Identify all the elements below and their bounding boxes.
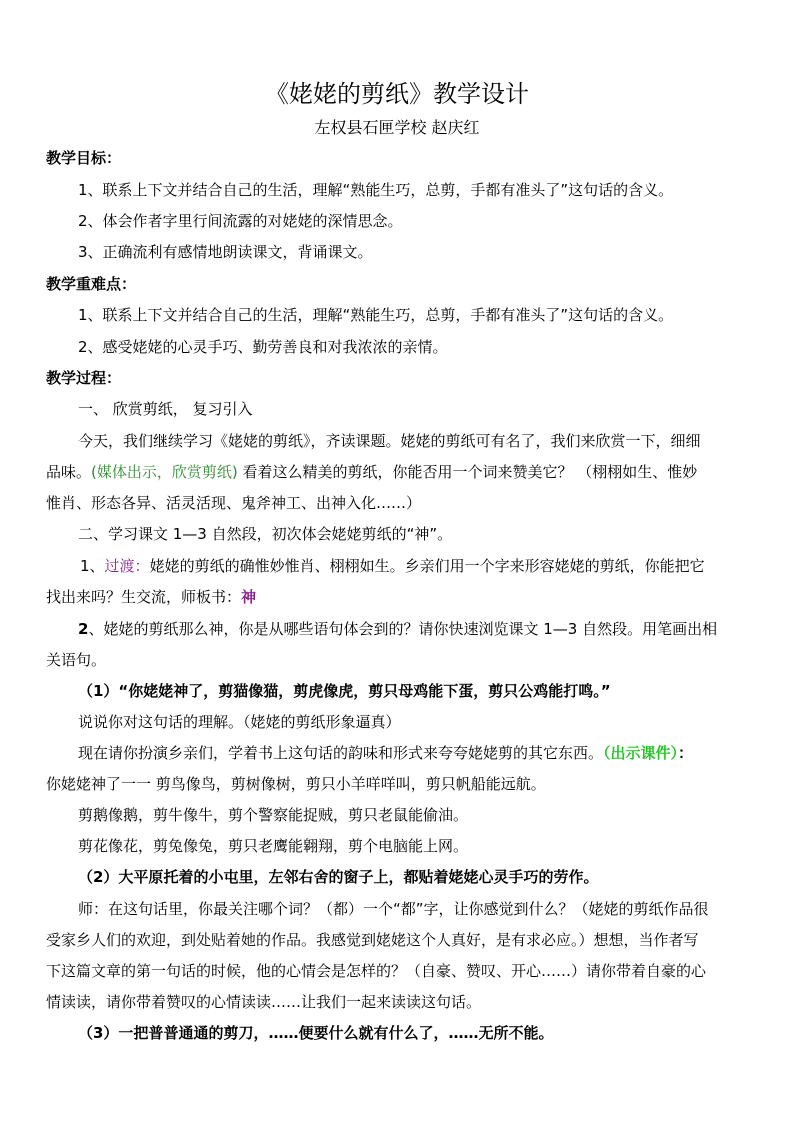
goal-item: 2、体会作者字里行间流露的对姥姥的深情思念。 [78, 212, 403, 230]
paragraph-line [80, 556, 705, 576]
goal-item: 3、正确流利有感情地朗读课文，背诵课文。 [78, 243, 373, 261]
paragraph-line: 受家乡人们的欢迎，到处贴着她的作品。我感觉到姥姥这个人真好，是有求必应。）想想，当作者写 [46, 931, 699, 949]
paragraph-line: 今天，我们继续学习《姥姥的剪纸》，齐读课题。姥姥的剪纸可有名了，我们来欣赏一下，细细 [78, 432, 701, 450]
paragraph-line [78, 743, 693, 763]
paragraph-line: 剪花像花，剪兔像兔，剪只老鹰能翱翔，剪个电脑能上网。 [78, 837, 469, 855]
paragraph-line [78, 619, 717, 639]
paragraph-text: 找出来吗？生交流，师板书： [46, 588, 242, 606]
board-word: 神 [241, 588, 257, 606]
media-note: (媒体出示，欣赏剪纸) [91, 463, 238, 481]
paragraph-line: 师：在这句话里，你最关注哪个词？（都）一个“都”字，让你感觉到什么？（姥姥的剪纸作品很 [78, 900, 709, 918]
paragraph-line [46, 462, 697, 482]
paragraph-text: 姥姥的剪纸的确惟妙惟肖、栩栩如生。乡亲们用一个字来形容姥姥的剪纸，你能把它 [149, 557, 705, 575]
key-point-item: 1、联系上下文并结合自己的生活，理解“熟能生巧，总剪，手都有准头了”这句话的含义。 [78, 306, 674, 324]
paragraph-text: 、姥姥的剪纸那么神，你是从哪些语句体会到的？请你快速浏览课文 1—3 自然段。用笔画出相 [88, 620, 718, 638]
paragraph-line: 剪鹅像鹅，剪牛像牛，剪个警察能捉贼，剪只老鼠能偷油。 [78, 806, 469, 824]
section-heading: 一、 欣赏剪纸， 复习引入 [78, 400, 253, 418]
item-number: 2 [78, 620, 89, 638]
paragraph-line: 说说你对这句话的理解。（姥姥的剪纸形象逼真） [78, 713, 401, 731]
process-heading: 教学过程： [46, 369, 122, 387]
paragraph-text: 现在请你扮演乡亲们，学着书上这句话的韵味和形式来夸夸姥姥剪的其它东西。 [78, 744, 604, 762]
document-title: 《姥姥的剪纸》教学设计 [265, 80, 529, 108]
courseware-note: （出示课件） [603, 744, 679, 762]
paragraph-line: 关语句。 [46, 651, 107, 669]
paragraph-line: 你姥姥神了一一 剪鸟像鸟，剪树像树，剪只小羊咩咩叫，剪只帆船能远航。 [46, 775, 546, 793]
paragraph-text: ： [678, 744, 694, 762]
key-points-heading: 教学重难点： [46, 275, 137, 293]
paragraph-line: 下这篇文章的第一句话的时候，他的心情会是怎样的？（自豪、赞叹、开心……）请你带着自豪的心 [46, 962, 707, 980]
paragraph-text: 看着这么精美的剪纸，你能否用一个词来赞美它？ （栩栩如生、惟妙 [237, 463, 698, 481]
paragraph-line: 惟肖、形态各异、活灵活现、鬼斧神工、出神入化……） [46, 494, 422, 512]
quote-heading: （3）一把普普通通的剪刀，……便要什么就有什么了，……无所不能。 [78, 1024, 554, 1042]
document-author: 左权县石匣学校 赵庆红 [314, 118, 480, 137]
key-point-item: 2、感受姥姥的心灵手巧、勤劳善良和对我浓浓的亲情。 [78, 338, 448, 356]
paragraph-text: 品味。 [46, 463, 92, 481]
goals-heading: 教学目标： [46, 149, 122, 167]
quote-heading: （1）“你姥姥神了，剪猫像猫，剪虎像虎，剪只母鸡能下蛋，剪只公鸡能打鸣。” [78, 682, 611, 700]
goal-item: 1、联系上下文并结合自己的生活，理解“熟能生巧，总剪，手都有准头了”这句话的含义。 [78, 181, 674, 199]
paragraph-line: 情读读，请你带着赞叹的心情读读……让我们一起来读读这句话。 [46, 993, 482, 1011]
paragraph-line [46, 587, 256, 607]
item-number: 1、 [80, 557, 105, 575]
quote-heading: （2）大平原托着的小屯里，左邻右舍的窗子上，都贴着姥姥心灵手巧的劳作。 [78, 868, 599, 886]
transition-label: 过渡： [104, 557, 150, 575]
section-heading: 二、学习课文 1—3 自然段，初次体会姥姥剪纸的“神”。 [78, 525, 453, 543]
